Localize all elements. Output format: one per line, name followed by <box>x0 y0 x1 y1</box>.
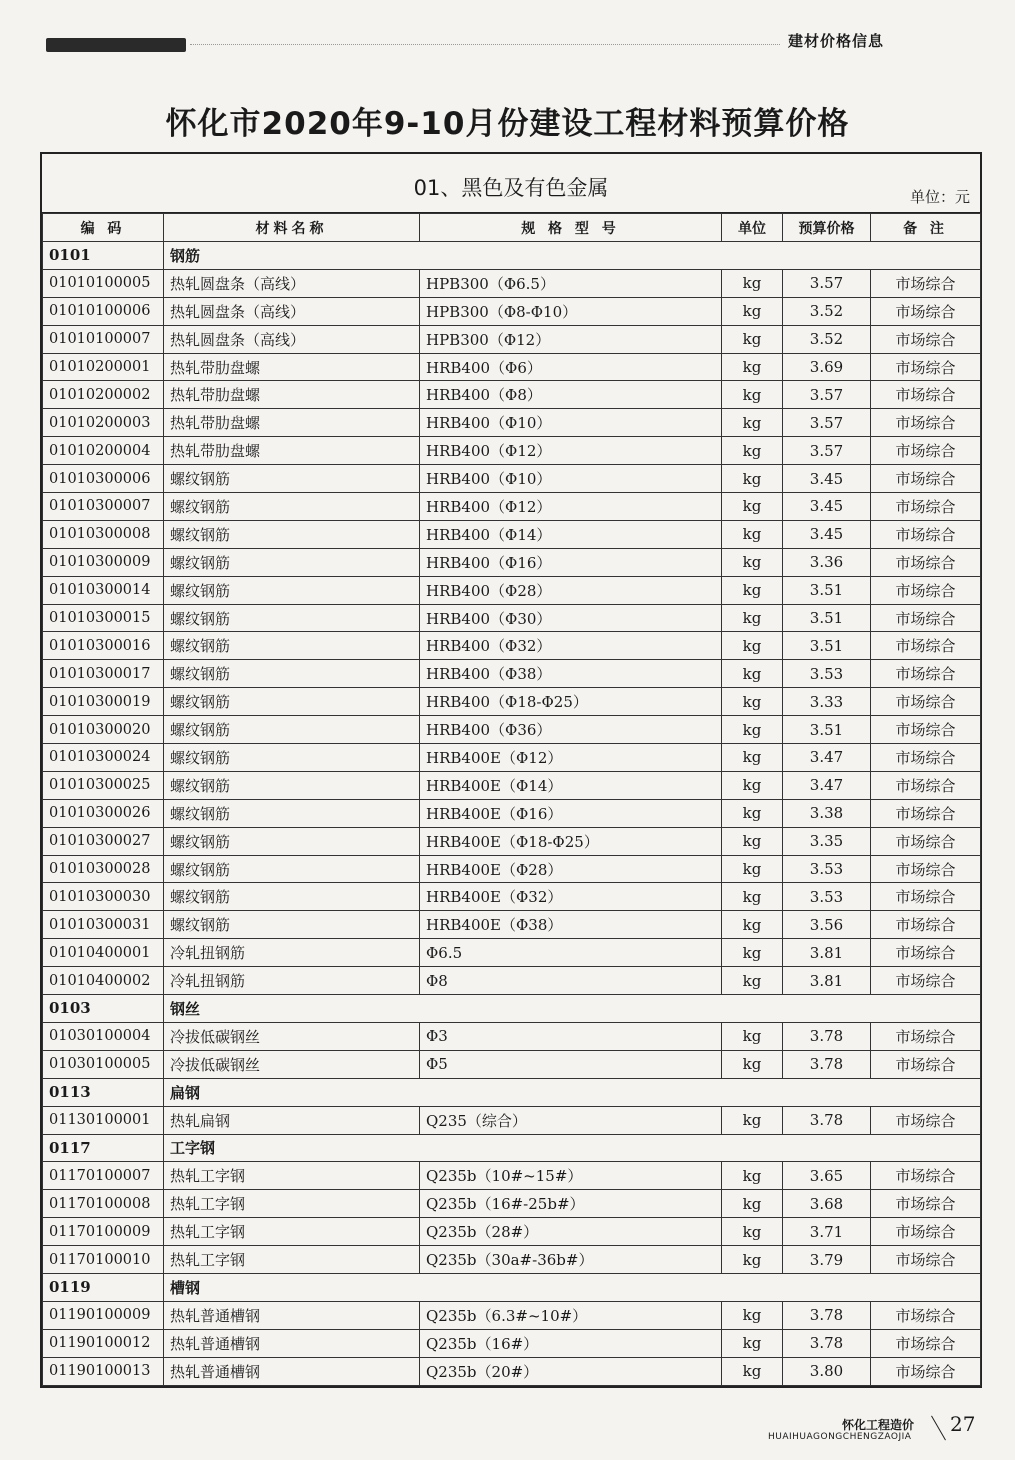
cell-unit: kg <box>722 353 783 381</box>
cell-note: 市场综合 <box>871 297 981 325</box>
cell-unit: kg <box>722 465 783 493</box>
cell-spec: Q235b（10#~15#） <box>420 1162 722 1190</box>
cell-material-name: 螺纹钢筋 <box>164 827 420 855</box>
cell-material-name: 热轧普通槽钢 <box>164 1301 420 1329</box>
cell-spec: HRB400（Φ14） <box>420 520 722 548</box>
cell-material-name: 螺纹钢筋 <box>164 660 420 688</box>
cell-spec: HRB400（Φ32） <box>420 632 722 660</box>
cell-note: 市场综合 <box>871 1301 981 1329</box>
cell-code: 01010300017 <box>43 660 164 688</box>
table-row <box>43 353 981 381</box>
table-row <box>43 660 981 688</box>
cell-spec: HPB300（Φ6.5） <box>420 269 722 297</box>
table-row <box>43 967 981 995</box>
group-code: 0101 <box>43 242 164 270</box>
cell-spec: HRB400（Φ10） <box>420 409 722 437</box>
cell-material-name: 螺纹钢筋 <box>164 716 420 744</box>
cell-price: 3.81 <box>783 967 871 995</box>
cell-code: 01010300007 <box>43 493 164 521</box>
table-row <box>43 493 981 521</box>
cell-material-name: 螺纹钢筋 <box>164 548 420 576</box>
cell-note: 市场综合 <box>871 1022 981 1050</box>
cell-price: 3.33 <box>783 688 871 716</box>
cell-material-name: 热轧圆盘条（高线） <box>164 269 420 297</box>
cell-spec: Φ6.5 <box>420 939 722 967</box>
cell-note: 市场综合 <box>871 855 981 883</box>
header-right-label: 建材价格信息 <box>788 32 885 50</box>
cell-note: 市场综合 <box>871 520 981 548</box>
table-row <box>43 688 981 716</box>
cell-price: 3.35 <box>783 827 871 855</box>
cell-note: 市场综合 <box>871 269 981 297</box>
table-header-row <box>43 214 981 242</box>
cell-spec: Q235b（30a#-36b#） <box>420 1246 722 1274</box>
footer-divider <box>931 1416 946 1441</box>
cell-spec: Φ5 <box>420 1050 722 1078</box>
cell-material-name: 冷拔低碳钢丝 <box>164 1050 420 1078</box>
table-row <box>43 1246 981 1274</box>
footer-brand: 怀化工程造价 <box>842 1418 915 1432</box>
cell-spec: HRB400E（Φ18-Φ25） <box>420 827 722 855</box>
group-row <box>43 242 981 270</box>
cell-note: 市场综合 <box>871 1246 981 1274</box>
group-row <box>43 1134 981 1162</box>
cell-material-name: 螺纹钢筋 <box>164 688 420 716</box>
table-row <box>43 1301 981 1329</box>
cell-unit: kg <box>722 1218 783 1246</box>
group-code: 0103 <box>43 995 164 1023</box>
cell-spec: HRB400（Φ30） <box>420 604 722 632</box>
table-row <box>43 939 981 967</box>
group-row <box>43 995 981 1023</box>
cell-unit: kg <box>722 716 783 744</box>
column-header-unit: 单位 <box>722 214 783 242</box>
cell-price: 3.52 <box>783 325 871 353</box>
table-row <box>43 325 981 353</box>
cell-unit: kg <box>722 632 783 660</box>
cell-code: 01190100012 <box>43 1329 164 1357</box>
cell-unit: kg <box>722 883 783 911</box>
header-divider <box>190 44 780 45</box>
table-row <box>43 1022 981 1050</box>
group-row <box>43 1273 981 1301</box>
cell-material-name: 热轧普通槽钢 <box>164 1329 420 1357</box>
cell-material-name: 热轧扁钢 <box>164 1106 420 1134</box>
cell-note: 市场综合 <box>871 1050 981 1078</box>
table-row <box>43 269 981 297</box>
cell-unit: kg <box>722 1246 783 1274</box>
cell-material-name: 热轧工字钢 <box>164 1218 420 1246</box>
cell-spec: Q235b（16#-25b#） <box>420 1190 722 1218</box>
group-code: 0119 <box>43 1273 164 1301</box>
table-row <box>43 744 981 772</box>
cell-price: 3.45 <box>783 493 871 521</box>
cell-code: 01010300019 <box>43 688 164 716</box>
cell-price: 3.47 <box>783 744 871 772</box>
cell-spec: Q235（综合） <box>420 1106 722 1134</box>
cell-material-name: 螺纹钢筋 <box>164 855 420 883</box>
cell-unit: kg <box>722 437 783 465</box>
cell-price: 3.56 <box>783 911 871 939</box>
cell-spec: HRB400E（Φ32） <box>420 883 722 911</box>
table-row <box>43 911 981 939</box>
cell-code: 01190100013 <box>43 1357 164 1385</box>
cell-price: 3.52 <box>783 297 871 325</box>
cell-unit: kg <box>722 744 783 772</box>
cell-spec: HRB400E（Φ14） <box>420 771 722 799</box>
table-row <box>43 799 981 827</box>
cell-unit: kg <box>722 688 783 716</box>
cell-spec: Φ3 <box>420 1022 722 1050</box>
price-table <box>42 213 981 1386</box>
cell-material-name: 螺纹钢筋 <box>164 520 420 548</box>
header-logo-bar <box>46 38 186 52</box>
cell-code: 01170100007 <box>43 1162 164 1190</box>
cell-code: 01010300027 <box>43 827 164 855</box>
cell-material-name: 螺纹钢筋 <box>164 493 420 521</box>
cell-code: 01010300031 <box>43 911 164 939</box>
cell-note: 市场综合 <box>871 1218 981 1246</box>
cell-note: 市场综合 <box>871 632 981 660</box>
cell-code: 01010300026 <box>43 799 164 827</box>
cell-unit: kg <box>722 297 783 325</box>
group-code: 0113 <box>43 1078 164 1106</box>
cell-price: 3.78 <box>783 1050 871 1078</box>
cell-material-name: 螺纹钢筋 <box>164 883 420 911</box>
cell-note: 市场综合 <box>871 688 981 716</box>
cell-unit: kg <box>722 409 783 437</box>
cell-material-name: 热轧工字钢 <box>164 1190 420 1218</box>
cell-unit: kg <box>722 520 783 548</box>
cell-code: 01170100008 <box>43 1190 164 1218</box>
table-row <box>43 1162 981 1190</box>
cell-material-name: 热轧工字钢 <box>164 1162 420 1190</box>
cell-code: 01010100007 <box>43 325 164 353</box>
table-row <box>43 827 981 855</box>
cell-code: 01010300025 <box>43 771 164 799</box>
cell-material-name: 冷轧扭钢筋 <box>164 939 420 967</box>
table-row <box>43 409 981 437</box>
cell-unit: kg <box>722 1050 783 1078</box>
cell-material-name: 螺纹钢筋 <box>164 465 420 493</box>
cell-price: 3.36 <box>783 548 871 576</box>
cell-unit: kg <box>722 381 783 409</box>
table-row <box>43 548 981 576</box>
group-name: 钢筋 <box>164 242 981 270</box>
table-row <box>43 716 981 744</box>
cell-price: 3.57 <box>783 269 871 297</box>
cell-price: 3.65 <box>783 1162 871 1190</box>
cell-code: 01010300028 <box>43 855 164 883</box>
cell-material-name: 螺纹钢筋 <box>164 744 420 772</box>
table-row <box>43 632 981 660</box>
cell-unit: kg <box>722 855 783 883</box>
cell-spec: HRB400（Φ8） <box>420 381 722 409</box>
cell-note: 市场综合 <box>871 325 981 353</box>
table-row <box>43 381 981 409</box>
cell-unit: kg <box>722 771 783 799</box>
cell-spec: Φ8 <box>420 967 722 995</box>
cell-unit: kg <box>722 1162 783 1190</box>
cell-unit: kg <box>722 1329 783 1357</box>
cell-price: 3.51 <box>783 576 871 604</box>
table-body <box>43 242 981 1386</box>
cell-material-name: 热轧普通槽钢 <box>164 1357 420 1385</box>
cell-material-name: 热轧带肋盘螺 <box>164 381 420 409</box>
table-row <box>43 883 981 911</box>
cell-spec: HRB400E（Φ16） <box>420 799 722 827</box>
cell-code: 01010200002 <box>43 381 164 409</box>
column-header-spec: 规 格 型 号 <box>420 214 722 242</box>
cell-spec: Q235b（28#） <box>420 1218 722 1246</box>
page-number: 27 <box>950 1412 976 1436</box>
cell-note: 市场综合 <box>871 939 981 967</box>
cell-price: 3.68 <box>783 1190 871 1218</box>
cell-note: 市场综合 <box>871 437 981 465</box>
cell-note: 市场综合 <box>871 1190 981 1218</box>
cell-price: 3.78 <box>783 1106 871 1134</box>
cell-unit: kg <box>722 660 783 688</box>
group-name: 槽钢 <box>164 1273 981 1301</box>
cell-spec: HRB400（Φ12） <box>420 493 722 521</box>
cell-material-name: 热轧工字钢 <box>164 1246 420 1274</box>
cell-unit: kg <box>722 1357 783 1385</box>
cell-spec: Q235b（6.3#~10#） <box>420 1301 722 1329</box>
cell-code: 01010200004 <box>43 437 164 465</box>
cell-note: 市场综合 <box>871 493 981 521</box>
cell-price: 3.51 <box>783 604 871 632</box>
cell-spec: HPB300（Φ12） <box>420 325 722 353</box>
cell-code: 01010400002 <box>43 967 164 995</box>
cell-spec: HRB400（Φ38） <box>420 660 722 688</box>
cell-code: 01010300009 <box>43 548 164 576</box>
section-title: 01、黑色及有色金属 <box>413 176 609 200</box>
column-header-code: 编 码 <box>43 214 164 242</box>
cell-code: 01130100001 <box>43 1106 164 1134</box>
cell-unit: kg <box>722 827 783 855</box>
cell-price: 3.45 <box>783 520 871 548</box>
group-name: 工字钢 <box>164 1134 981 1162</box>
table-row <box>43 855 981 883</box>
cell-code: 01170100009 <box>43 1218 164 1246</box>
cell-material-name: 热轧带肋盘螺 <box>164 437 420 465</box>
cell-material-name: 螺纹钢筋 <box>164 771 420 799</box>
cell-price: 3.53 <box>783 660 871 688</box>
table-row <box>43 437 981 465</box>
footer-pinyin: HUAIHUAGONGCHENGZAOJIA <box>768 1432 912 1442</box>
cell-note: 市场综合 <box>871 967 981 995</box>
cell-spec: HRB400E（Φ28） <box>420 855 722 883</box>
cell-code: 01010300020 <box>43 716 164 744</box>
cell-material-name: 冷拔低碳钢丝 <box>164 1022 420 1050</box>
cell-price: 3.78 <box>783 1022 871 1050</box>
cell-material-name: 螺纹钢筋 <box>164 604 420 632</box>
cell-price: 3.80 <box>783 1357 871 1385</box>
table-row <box>43 1106 981 1134</box>
cell-material-name: 热轧圆盘条（高线） <box>164 325 420 353</box>
unit-label: 单位：元 <box>909 188 970 206</box>
cell-spec: HRB400E（Φ38） <box>420 911 722 939</box>
cell-material-name: 冷轧扭钢筋 <box>164 967 420 995</box>
cell-price: 3.78 <box>783 1301 871 1329</box>
cell-price: 3.57 <box>783 409 871 437</box>
cell-spec: HRB400（Φ36） <box>420 716 722 744</box>
cell-code: 01010300015 <box>43 604 164 632</box>
cell-unit: kg <box>722 548 783 576</box>
cell-price: 3.79 <box>783 1246 871 1274</box>
section-header <box>42 154 980 213</box>
cell-note: 市场综合 <box>871 576 981 604</box>
table-row <box>43 1050 981 1078</box>
cell-price: 3.57 <box>783 381 871 409</box>
cell-unit: kg <box>722 911 783 939</box>
cell-price: 3.53 <box>783 883 871 911</box>
cell-code: 01010100005 <box>43 269 164 297</box>
cell-material-name: 热轧带肋盘螺 <box>164 353 420 381</box>
group-name: 扁钢 <box>164 1078 981 1106</box>
cell-code: 01010200001 <box>43 353 164 381</box>
cell-spec: HRB400（Φ16） <box>420 548 722 576</box>
cell-note: 市场综合 <box>871 827 981 855</box>
cell-code: 01030100004 <box>43 1022 164 1050</box>
cell-price: 3.53 <box>783 855 871 883</box>
cell-code: 01190100009 <box>43 1301 164 1329</box>
cell-code: 01010300016 <box>43 632 164 660</box>
table-row <box>43 1190 981 1218</box>
cell-material-name: 热轧圆盘条（高线） <box>164 297 420 325</box>
cell-note: 市场综合 <box>871 1106 981 1134</box>
table-row <box>43 576 981 604</box>
cell-unit: kg <box>722 1022 783 1050</box>
cell-material-name: 螺纹钢筋 <box>164 799 420 827</box>
cell-note: 市场综合 <box>871 548 981 576</box>
cell-code: 01010300014 <box>43 576 164 604</box>
cell-code: 01010400001 <box>43 939 164 967</box>
column-header-note: 备 注 <box>871 214 981 242</box>
cell-unit: kg <box>722 1301 783 1329</box>
cell-price: 3.51 <box>783 632 871 660</box>
cell-price: 3.78 <box>783 1329 871 1357</box>
cell-unit: kg <box>722 799 783 827</box>
cell-price: 3.45 <box>783 465 871 493</box>
cell-code: 01170100010 <box>43 1246 164 1274</box>
price-table-container <box>40 152 982 1388</box>
cell-unit: kg <box>722 1106 783 1134</box>
cell-note: 市场综合 <box>871 1329 981 1357</box>
table-row <box>43 465 981 493</box>
cell-price: 3.57 <box>783 437 871 465</box>
cell-unit: kg <box>722 967 783 995</box>
cell-note: 市场综合 <box>871 1162 981 1190</box>
cell-code: 01030100005 <box>43 1050 164 1078</box>
cell-spec: HRB400（Φ10） <box>420 465 722 493</box>
page-title: 怀化市2020年9-10月份建设工程材料预算价格 <box>165 106 850 142</box>
cell-note: 市场综合 <box>871 465 981 493</box>
group-name: 钢丝 <box>164 995 981 1023</box>
cell-unit: kg <box>722 493 783 521</box>
cell-unit: kg <box>722 939 783 967</box>
cell-spec: HRB400（Φ12） <box>420 437 722 465</box>
cell-note: 市场综合 <box>871 604 981 632</box>
cell-unit: kg <box>722 325 783 353</box>
cell-note: 市场综合 <box>871 716 981 744</box>
table-row <box>43 1357 981 1385</box>
cell-price: 3.38 <box>783 799 871 827</box>
group-row <box>43 1078 981 1106</box>
cell-spec: HPB300（Φ8-Φ10） <box>420 297 722 325</box>
cell-code: 01010300030 <box>43 883 164 911</box>
cell-spec: HRB400（Φ6） <box>420 353 722 381</box>
table-row <box>43 1218 981 1246</box>
cell-spec: HRB400（Φ18-Φ25） <box>420 688 722 716</box>
group-code: 0117 <box>43 1134 164 1162</box>
cell-code: 01010200003 <box>43 409 164 437</box>
cell-code: 01010100006 <box>43 297 164 325</box>
cell-material-name: 热轧带肋盘螺 <box>164 409 420 437</box>
cell-note: 市场综合 <box>871 771 981 799</box>
cell-spec: Q235b（16#） <box>420 1329 722 1357</box>
column-header-name: 材料名称 <box>164 214 420 242</box>
cell-material-name: 螺纹钢筋 <box>164 632 420 660</box>
table-row <box>43 604 981 632</box>
cell-code: 01010300008 <box>43 520 164 548</box>
cell-code: 01010300024 <box>43 744 164 772</box>
table-row <box>43 520 981 548</box>
cell-note: 市场综合 <box>871 381 981 409</box>
cell-unit: kg <box>722 576 783 604</box>
cell-note: 市场综合 <box>871 409 981 437</box>
table-row <box>43 297 981 325</box>
cell-price: 3.51 <box>783 716 871 744</box>
cell-unit: kg <box>722 604 783 632</box>
cell-note: 市场综合 <box>871 911 981 939</box>
cell-spec: HRB400（Φ28） <box>420 576 722 604</box>
cell-price: 3.81 <box>783 939 871 967</box>
table-row <box>43 1329 981 1357</box>
cell-price: 3.71 <box>783 1218 871 1246</box>
column-header-price: 预算价格 <box>783 214 871 242</box>
cell-note: 市场综合 <box>871 744 981 772</box>
cell-material-name: 螺纹钢筋 <box>164 576 420 604</box>
cell-price: 3.69 <box>783 353 871 381</box>
cell-spec: HRB400E（Φ12） <box>420 744 722 772</box>
cell-note: 市场综合 <box>871 660 981 688</box>
cell-unit: kg <box>722 269 783 297</box>
cell-material-name: 螺纹钢筋 <box>164 911 420 939</box>
cell-spec: Q235b（20#） <box>420 1357 722 1385</box>
table-row <box>43 771 981 799</box>
cell-note: 市场综合 <box>871 1357 981 1385</box>
cell-note: 市场综合 <box>871 799 981 827</box>
cell-code: 01010300006 <box>43 465 164 493</box>
cell-price: 3.47 <box>783 771 871 799</box>
cell-unit: kg <box>722 1190 783 1218</box>
cell-note: 市场综合 <box>871 883 981 911</box>
cell-note: 市场综合 <box>871 353 981 381</box>
